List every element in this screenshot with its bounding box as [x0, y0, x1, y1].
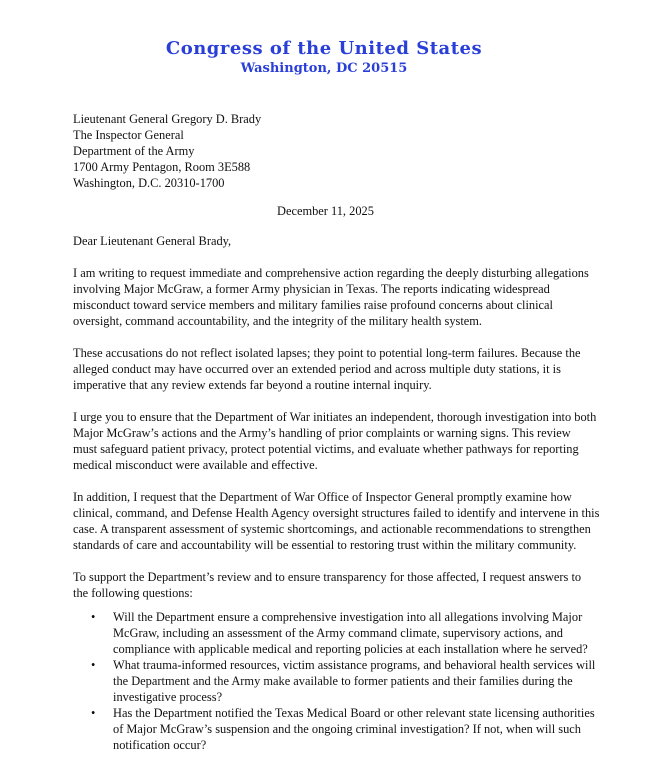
address-line: Lieutenant General Gregory D. Brady [73, 112, 262, 126]
paragraph [73, 409, 596, 473]
text-line: McGraw, including an assessment of the Army command climate, supervisory actions, and [113, 626, 563, 640]
text-line: compliance with applicable medical and reporting policies at each installation where he served? [113, 642, 588, 656]
text-line: oversight, command accountability, and the integrity of the military health system. [73, 314, 483, 328]
paragraph [73, 569, 581, 601]
recipient-address [73, 111, 261, 191]
text-line: clinical, command, and Defense Health Agency oversight structures failed to identify and intervene in this [73, 506, 600, 520]
paragraph [73, 265, 589, 329]
text-line: I am writing to request immediate and comprehensive action regarding the deeply disturbing allegations [73, 266, 589, 280]
text-line: These accusations do not reflect isolated lapses; they point to potential long-term failures. Because the [73, 346, 581, 360]
address-line: Washington, D.C. 20310-1700 [73, 176, 225, 190]
text-line: Will the Department ensure a comprehensive investigation into all allegations involving Major [113, 610, 583, 624]
letterhead-title: Congress of the United States [165, 38, 483, 59]
text-line: must safeguard patient privacy, protect potential victims, and evaluate whether pathways for reporting [73, 442, 579, 456]
text-line: In addition, I request that the Department of War Office of Inspector General promptly examine how [73, 490, 572, 504]
letterhead-city: Washington, DC 20515 [240, 61, 408, 76]
text-line: notification occur? [113, 738, 207, 752]
text-line: imperative that any review extends far beyond a routine internal inquiry. [73, 378, 432, 392]
paragraph [73, 489, 599, 553]
text-line: the Department and the Army make available to former patients and their families during the [113, 674, 573, 688]
text-line: misconduct toward service members and military families raise profound concerns about clinical [73, 298, 553, 312]
text-line: standards of care and accountability will be essential to restoring trust within the military community. [73, 538, 577, 552]
text-line: Has the Department notified the Texas Medical Board or other relevant state licensing authorities [113, 706, 595, 720]
address-line: 1700 Army Pentagon, Room 3E588 [73, 160, 251, 174]
text-line: I urge you to ensure that the Department of War initiates an independent, thorough investigation into both [73, 410, 597, 424]
address-line: The Inspector General [73, 128, 184, 142]
text-line: investigative process? [113, 690, 223, 704]
text-line: alleged conduct may have occurred over an extended period and across multiple duty stations, it is [73, 362, 561, 376]
letter-date: December 11, 2025 [277, 204, 374, 218]
bullet-icon: • [91, 706, 96, 720]
text-line: medical misconduct were available and effective. [73, 458, 318, 472]
text-line: of Major McGraw’s suspension and the ongoing criminal investigation? If not, when will such [113, 722, 582, 736]
text-line: To support the Department’s review and to ensure transparency for those affected, I request answers to [73, 570, 582, 584]
text-line: case. A transparent assessment of systemic shortcomings, and actionable recommendations to strengthen [73, 522, 591, 536]
text-line: the following questions: [73, 586, 193, 600]
paragraph [73, 345, 581, 393]
text-line: involving Major McGraw, a former Army physician in Texas. The reports indicating widespread [73, 282, 550, 296]
salutation: Dear Lieutenant General Brady, [73, 234, 232, 248]
text-line: Major McGraw’s actions and the Army’s handling of prior complaints or warning signs. This review [73, 426, 571, 440]
address-line: Department of the Army [73, 144, 195, 158]
bullet-icon: • [91, 658, 96, 672]
text-line: What trauma-informed resources, victim assistance programs, and behavioral health services will [113, 658, 596, 672]
bullet-icon: • [91, 610, 96, 624]
